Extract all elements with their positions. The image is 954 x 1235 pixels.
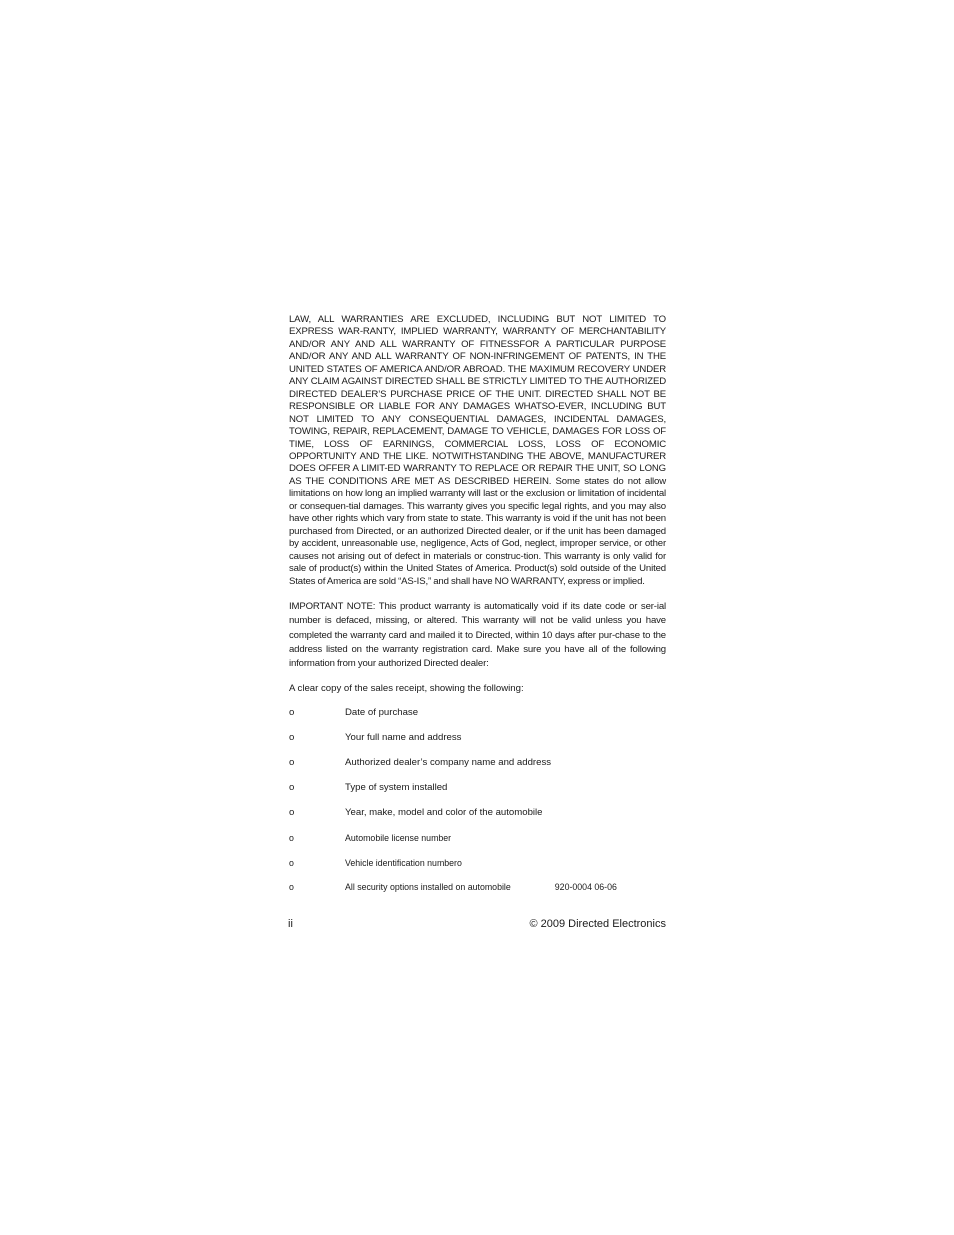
list-item-text: Type of system installed (345, 782, 448, 794)
page-number: ii (288, 918, 293, 930)
list-item-text: All security options installed on automobile (345, 882, 511, 893)
list-item (289, 806, 666, 831)
list-item-text: Automobile license number (345, 833, 452, 844)
receipt-intro: A clear copy of the sales receipt, showing the following: (289, 683, 524, 695)
list-item-text: Vehicle identification numbero (345, 857, 462, 868)
list-item (289, 731, 666, 756)
list-bullet: o (289, 757, 295, 769)
list-item (289, 856, 666, 881)
warranty-paragraph: LAW, ALL WARRANTIES ARE EXCLUDED, INCLUDING BUT NOT LIMITED TO EXPRESS WAR-RANTY, IMPLIED WARRANTY, WARRANTY OF MERCHANTABILITY AND/OR ANY AND ALL WARRANTY OF FITNESSFOR A PARTICULAR PURPOSE AND/OR ANY AND ALL WARRANTY OF NON-INFRINGEMENT OF PATENTS, IN THE UNITED STATES OF AMERICA AND/OR ABROAD. THE MAXIMUM RECOVERY UNDER ANY CLAIM AGAINST DIRECTED SHALL BE STRICTLY LIMITED TO THE AUTHORIZED DIRECTED DEALER’S PURCHASE PRICE OF THE UNIT. DIRECTED SHALL NOT BE RESPONSIBLE OR LIABLE FOR ANY DAMAGES WHATSO-EVER, INCLUDING BUT NOT LIMITED TO ANY CONSEQUENTIAL DAMAGES, INCIDENTAL DAMAGES, TOWING, REPAIR, REPLACEMENT, DAMAGE TO VEHICLE, DAMAGES FOR LOSS OF TIME, LOSS OF EARNINGS, COMMERCIAL LOSS, LOSS OF ECONOMIC OPPORTUNITY AND THE LIKE. NOTWITHSTANDING THE ABOVE, MANUFACTURER DOES OFFER A LIMIT-ED WARRANTY TO REPLACE OR REPAIR THE UNIT, SO LONG AS THE CONDITIONS ARE MET AS DESCRIBED HEREIN. Some states do not allow limitations on how long an implied warranty will last or the exclusion or limitation of incidental or consequen-tial damages. This warranty gives you specific legal rights, and you may also have other rights which vary from state to state. This warranty is void if the unit has not been purchased from Directed, or an authorized Directed dealer, or if the unit has been damaged by accident, unreasonable use, negligence, Acts of God, neglect, improper service, or other causes not arising out of defect in materials or construc-tion. This warranty is only valid for sale of product(s) within the United States of America. Product(s) sold outside of the United States of America are sold “AS-IS,” and shall have NO WARRANTY, express or implied. (289, 314, 666, 587)
copyright-notice: © 2009 Directed Electronics (529, 918, 666, 930)
page-footer (288, 916, 666, 932)
list-item (289, 756, 666, 781)
list-item (289, 706, 666, 731)
list-item-text: Your full name and address (345, 732, 462, 744)
document-number: 920-0004 06-06 (554, 882, 617, 893)
list-bullet: o (289, 857, 294, 868)
list-item (289, 781, 666, 806)
list-item (289, 831, 666, 856)
list-item-text: Year, make, model and color of the automobile (345, 807, 543, 819)
list-bullet: o (289, 782, 295, 794)
list-item-text: Date of purchase (345, 707, 419, 719)
list-bullet: o (289, 732, 295, 744)
list-item (289, 880, 666, 905)
list-bullet: o (289, 833, 294, 844)
list-bullet: o (289, 882, 294, 893)
document-page (289, 314, 666, 905)
receipt-requirements-list (289, 706, 666, 905)
list-bullet: o (289, 707, 295, 719)
list-item-text: Authorized dealer’s company name and address (345, 757, 552, 769)
list-bullet: o (289, 807, 295, 819)
important-note-paragraph: IMPORTANT NOTE: This product warranty is automatically void if its date code or ser-ial number is defaced, missing, or altered. This warranty will not be valid unless you have completed the warranty card and mailed it to Directed, within 10 days after pur-chase to the address listed on the warranty registration card. Make sure you have all of the following information from your authorized Directed dealer: (289, 600, 666, 670)
